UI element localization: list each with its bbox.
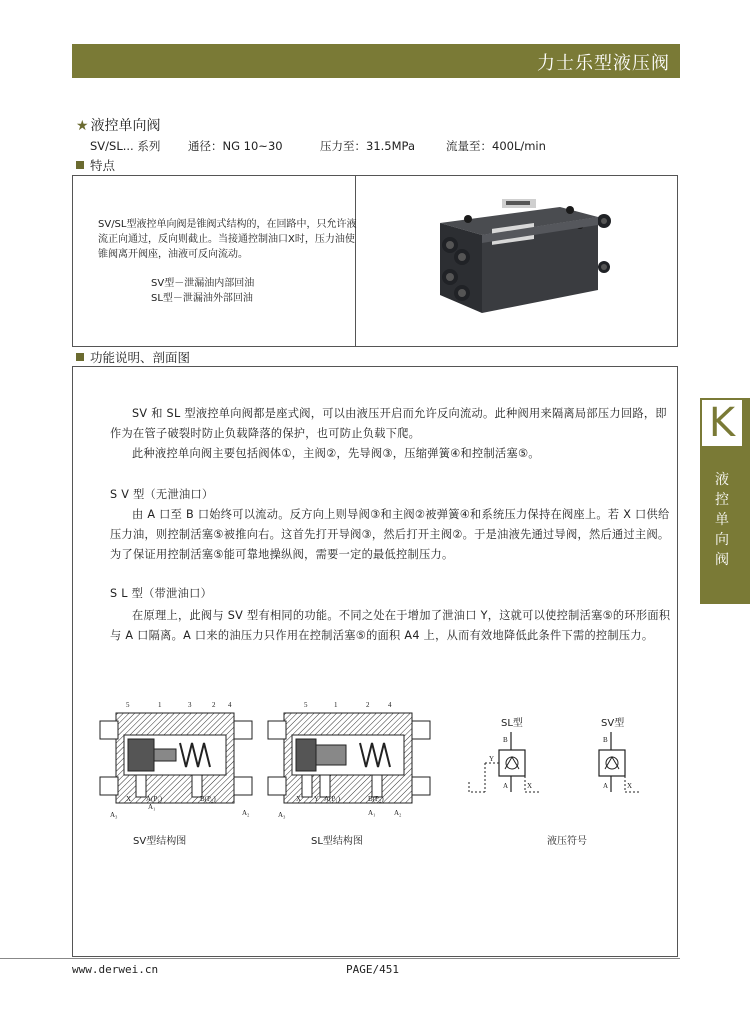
features-heading (76, 156, 115, 174)
sl-symbol-title: SL型 (501, 718, 523, 729)
valve-product-photo (420, 195, 620, 325)
pressure-spec: 压力至：31.5MPa (320, 139, 415, 153)
sv-port-a3: A₃ (110, 811, 118, 819)
series-spec: SV/SL... 系列 (90, 139, 161, 153)
square-bullet-icon (76, 161, 84, 169)
sl-heading: S L 型（带泄油口） (110, 587, 213, 600)
side-tab-letter: K (700, 398, 744, 448)
side-tab-text: 液控单向阀 (715, 472, 729, 568)
features-list (151, 276, 254, 306)
function-heading-text: 功能说明、剖面图 (90, 350, 191, 365)
flow-spec: 流量至：400L/min (446, 139, 546, 153)
sl-symbol-a: A (503, 782, 509, 790)
sv-port-a-pilot: A(P₁) (146, 795, 163, 803)
symbol-caption: 液压符号 (547, 836, 587, 847)
function-para-2: 此种液控单向阀主要包括阀体①，主阀②，先导阀③，压缩弹簧④和控制活塞⑤。 (132, 447, 540, 460)
sl-symbol-b: B (503, 736, 508, 744)
bore-spec: 通径：NG 10~30 (188, 139, 283, 153)
sv-number-2: 2 (212, 701, 216, 709)
sv-number-1: 1 (158, 701, 162, 709)
sl-number-1: 1 (334, 701, 338, 709)
sl-port-a3: A₃ (278, 811, 286, 819)
sl-port-b-pilot: B(P₂) (368, 795, 384, 803)
sl-symbol-x: X (527, 782, 533, 790)
sv-section-drawing (96, 695, 256, 825)
header-title: 力士乐型液压阀 (537, 53, 670, 74)
sv-symbol-x: X (627, 782, 633, 790)
sv-number-4: 4 (228, 701, 232, 709)
hydraulic-symbols (455, 712, 655, 802)
header-bar (72, 44, 680, 78)
sv-number-3: 3 (188, 701, 192, 709)
sv-heading: S V 型（无泄油口） (110, 488, 214, 501)
sv-number-5: 5 (126, 701, 130, 709)
sl-text: 在原理上，此阀与 SV 型有相同的功能。不同之处在于增加了泄油口 Y，这就可以使控制活塞⑤的环形面积与 A 口隔离。A 口来的油压力只作用在控制活塞⑤的面积 A4 上，从而有效地降低此条件下需的控制压力。 (110, 609, 671, 642)
sl-number-2: 2 (366, 701, 370, 709)
sv-symbol-a: A (603, 782, 609, 790)
sl-section-drawing (264, 695, 434, 825)
sl-port-a2: A₂ (394, 809, 402, 817)
sv-port-b-pilot: B(P₂) (200, 795, 216, 803)
sv-symbol-b: B (603, 736, 608, 744)
product-title-text: 液控单向阀 (90, 118, 161, 134)
sl-symbol-y: Y (489, 755, 495, 763)
product-title (76, 115, 161, 135)
footer-page-number: PAGE/451 (346, 963, 399, 976)
sv-port-x: X (126, 795, 132, 803)
footer-url[interactable]: www.derwei.cn (72, 963, 159, 976)
sv-port-a2: A₂ (242, 809, 250, 817)
features-heading-text: 特点 (90, 158, 116, 173)
sv-port-a1: A₁ (148, 803, 156, 811)
function-heading (76, 348, 190, 366)
features-description: SV/SL型液控单向阀是锥阀式结构的，在回路中，只允许液流正向通过，反向则截止。当接通控制油口X时，压力油使锥阀离开阀座，油液可反向流动。 (98, 219, 357, 260)
sv-caption: SV型结构图 (133, 836, 187, 847)
sl-caption: SL型结构图 (311, 836, 363, 847)
sl-port-a-pilot: A(P₁) (324, 795, 341, 803)
sl-number-5: 5 (304, 701, 308, 709)
footer-divider (0, 958, 680, 959)
square-bullet-icon (76, 353, 84, 361)
sl-port-y: Y (314, 795, 320, 803)
sv-symbol-title: SV型 (601, 718, 625, 729)
sl-port-a1: A₁ (368, 809, 376, 817)
function-para-1: SV 和 SL 型液控单向阀都是座式阀，可以由液压开启而允许反向流动。此种阀用来隔离局部压力回路，即作为在管子破裂时防止负载降落的保护，也可防止负载下爬。 (110, 407, 667, 440)
star-icon: ★ (76, 118, 89, 134)
feature-item-sl: SL型－泄漏油外部回油 (151, 293, 253, 304)
feature-item-sv: SV型－泄漏油内部回油 (151, 278, 255, 289)
sv-text: 由 A 口至 B 口始终可以流动。反方向上则导阀③和主阀②被弹簧④和系统压力保持在阀座上。若 X 口供给压力油，则控制活塞⑤被推向右。这首先打开导阀③，然后打开主阀②。于是油液先通过导阀，然后通过主阀。为了保证用控制活塞⑤能可靠地操纵阀，需要一定的最低控制压力。 (110, 508, 670, 561)
sl-port-x: X (296, 795, 302, 803)
sl-number-4: 4 (388, 701, 392, 709)
